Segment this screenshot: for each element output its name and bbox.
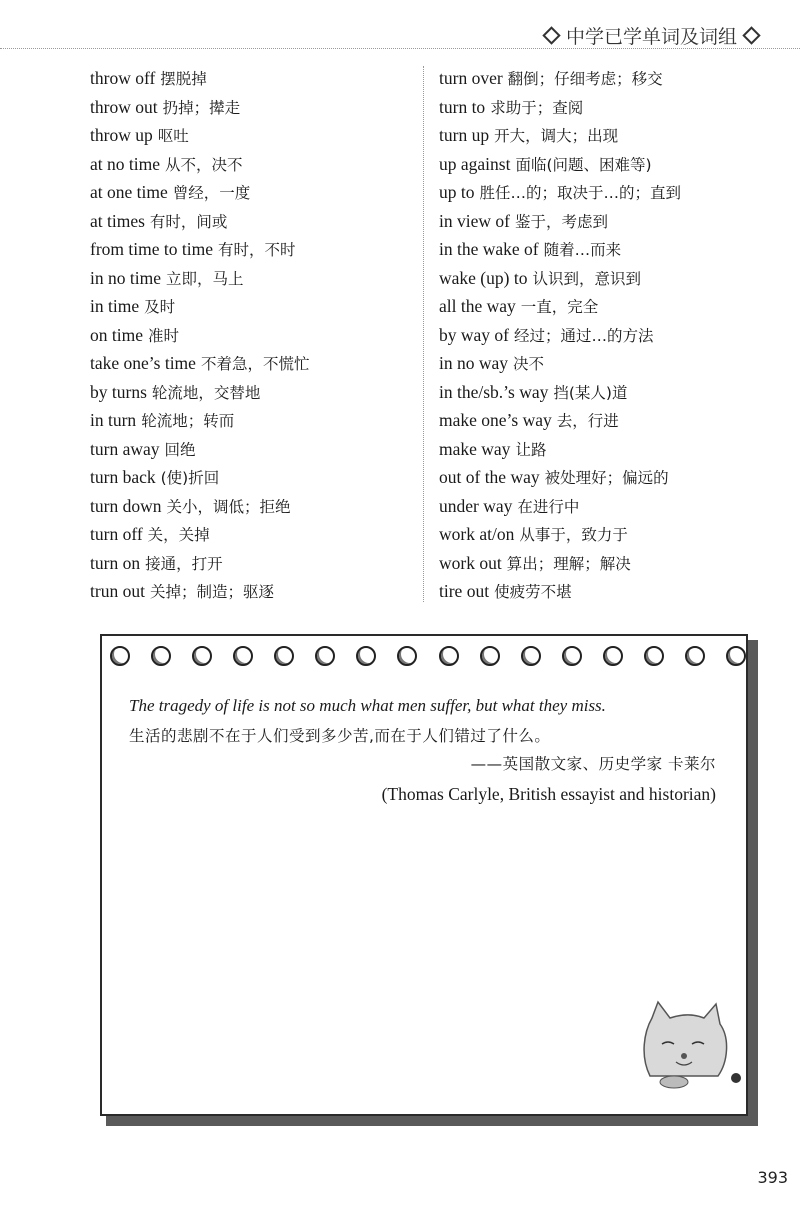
vocab-meaning: 在进行中 (517, 497, 580, 516)
vocab-phrase: by turns (90, 381, 147, 402)
page-number: 393 (757, 1168, 788, 1187)
vocab-entry (90, 150, 410, 179)
vocab-phrase: throw out (90, 96, 158, 117)
vocab-phrase: in the/sb.’s way (439, 381, 549, 402)
vocab-phrase: up against (439, 153, 511, 174)
vocab-meaning: 被处理好；偏远的 (544, 469, 669, 487)
vocab-meaning: 扔掉；撵走 (162, 98, 241, 117)
vocab-phrase: in no way (439, 353, 509, 373)
vocab-phrase: in no time (90, 267, 161, 288)
vocab-entry (90, 549, 410, 578)
vocab-entry (90, 93, 410, 122)
vocab-entry (439, 264, 769, 293)
vocab-entry (439, 549, 769, 578)
vocab-entry (439, 121, 769, 150)
vocab-entry (90, 492, 410, 521)
vocab-phrase: at times (90, 210, 145, 231)
vocab-entry (439, 207, 769, 236)
diamond-icon (742, 26, 760, 44)
vocab-phrase: turn on (90, 552, 141, 573)
vocab-meaning: 随着…而来 (543, 241, 622, 259)
vocab-meaning: 开大，调大；出现 (494, 127, 619, 145)
binding-ring (439, 646, 459, 666)
binding-ring (726, 646, 746, 666)
vocab-phrase: work out (439, 552, 502, 573)
binding-ring (685, 646, 705, 666)
spiral-binding (110, 646, 746, 666)
vocab-phrase: make one’s way (439, 410, 552, 430)
vocab-entry (439, 178, 769, 207)
column-divider (423, 66, 424, 602)
vocab-phrase: turn back (90, 467, 156, 487)
vocab-entry (90, 463, 410, 492)
vocab-phrase: under way (439, 495, 513, 516)
binding-ring (644, 646, 664, 666)
binding-ring (151, 646, 171, 666)
vocab-meaning: 关掉；制造；驱逐 (149, 583, 274, 601)
quote-author-chinese: ——英国散文家、历史学家 卡莱尔 (470, 755, 716, 773)
vocab-meaning: 准时 (147, 326, 179, 345)
vocab-meaning: 算出；理解；解决 (506, 554, 631, 573)
vocab-entry (90, 178, 410, 207)
vocab-entry (439, 435, 769, 464)
vocab-meaning: 认识到，意识到 (532, 269, 641, 288)
diamond-icon (542, 26, 560, 44)
vocab-phrase: turn away (90, 438, 160, 459)
vocab-entry (90, 292, 410, 321)
vocab-meaning: 回绝 (164, 440, 196, 459)
vocab-meaning: 决不 (513, 355, 545, 373)
binding-ring (315, 646, 335, 666)
binding-ring (233, 646, 253, 666)
right-vocab-column (439, 64, 769, 606)
vocab-meaning: 一直，完全 (520, 298, 599, 316)
vocab-entry (439, 292, 769, 321)
vocab-phrase: work at/on (439, 524, 515, 544)
vocab-entry (439, 492, 769, 521)
vocab-phrase: take one’s time (90, 353, 196, 373)
vocab-phrase: at no time (90, 153, 160, 174)
vocab-phrase: in the wake of (439, 239, 539, 259)
vocab-phrase: turn to (439, 96, 486, 117)
vocab-meaning: 让路 (515, 440, 547, 459)
left-vocab-column (90, 64, 410, 606)
vocab-entry (90, 207, 410, 236)
binding-ring (110, 646, 130, 666)
vocab-phrase: tire out (439, 581, 490, 601)
vocab-phrase: in time (90, 296, 140, 316)
vocab-meaning: 从不，决不 (164, 155, 243, 174)
vocab-meaning: 及时 (144, 298, 176, 316)
vocab-entry (90, 264, 410, 293)
section-title-text: 中学已学单词及词组 (565, 26, 737, 48)
vocab-meaning: 关小，调低；拒绝 (166, 497, 291, 516)
vocab-phrase: all the way (439, 296, 516, 316)
vocab-phrase: turn down (90, 495, 162, 516)
binding-ring (356, 646, 376, 666)
vocab-phrase: turn up (439, 125, 490, 145)
vocab-meaning: (使)折回 (160, 469, 220, 487)
binding-ring (397, 646, 417, 666)
vocab-entry (90, 435, 410, 464)
vocab-meaning: 轮流地；转而 (141, 412, 235, 430)
binding-ring (480, 646, 500, 666)
vocab-phrase: make way (439, 438, 511, 459)
vocab-entry (90, 378, 410, 407)
vocab-entry (439, 93, 769, 122)
vocab-meaning: 挡(某人)道 (553, 383, 628, 402)
vocab-phrase: out of the way (439, 467, 540, 487)
vocab-phrase: turn over (439, 68, 503, 88)
vocab-phrase: by way of (439, 324, 509, 345)
binding-ring (521, 646, 541, 666)
vocab-meaning: 呕吐 (157, 127, 189, 145)
quote-author-english: (Thomas Carlyle, British essayist and historian) (381, 784, 716, 804)
quote-chinese: 生活的悲剧不在于人们受到多少苦,而在于人们错过了什么。 (129, 727, 551, 745)
vocab-meaning: 接通，打开 (145, 554, 223, 573)
vocab-entry (439, 349, 769, 378)
vocab-entry (90, 520, 410, 549)
vocab-meaning: 求助于；查阅 (490, 98, 584, 117)
vocab-entry (439, 378, 769, 407)
vocab-meaning: 面临(问题、困难等) (515, 155, 652, 174)
vocab-phrase: in view of (439, 210, 510, 231)
binding-ring (274, 646, 294, 666)
vocab-entry (439, 235, 769, 264)
vocab-meaning: 鉴于，考虑到 (514, 212, 608, 231)
vocab-meaning: 从事于，致力于 (519, 526, 628, 544)
cat-illustration (630, 996, 750, 1096)
vocab-meaning: 摆脱掉 (160, 70, 207, 88)
binding-ring (192, 646, 212, 666)
vocab-entry (439, 150, 769, 179)
vocab-meaning: 翻倒；仔细考虑；移交 (507, 70, 663, 88)
vocab-phrase: wake (up) to (439, 267, 528, 288)
vocab-meaning: 关，关掉 (147, 526, 210, 544)
vocab-meaning: 不着急，不慌忙 (200, 355, 310, 373)
vocab-meaning: 去，行进 (556, 412, 619, 430)
quote-card (100, 634, 748, 1116)
page-header (0, 0, 800, 52)
binding-ring (562, 646, 582, 666)
vocab-meaning: 有时，不时 (217, 241, 296, 259)
vocab-phrase: throw off (90, 68, 156, 88)
vocab-phrase: turn off (90, 524, 143, 544)
vocab-meaning: 使疲劳不堪 (494, 583, 572, 601)
vocab-phrase: from time to time (90, 239, 213, 259)
vocab-meaning: 胜任…的；取决于…的；直到 (479, 184, 682, 202)
vocab-entry (90, 121, 410, 150)
vocab-entry (439, 463, 769, 492)
vocab-entry (439, 406, 769, 435)
vocab-phrase: up to (439, 182, 475, 202)
vocab-phrase: on time (90, 324, 143, 345)
vocab-phrase: in turn (90, 410, 137, 430)
vocab-entry (439, 577, 769, 606)
vocab-entry (439, 321, 769, 350)
quote-english: The tragedy of life is not so much what men suffer, but what they miss. (129, 696, 606, 715)
vocab-entry (90, 64, 410, 93)
vocab-entry (90, 321, 410, 350)
section-title (545, 22, 758, 49)
vocab-entry (90, 349, 410, 378)
vocab-entry (439, 64, 769, 93)
vocab-phrase: at one time (90, 182, 168, 202)
vocab-meaning: 经过；通过…的方法 (513, 326, 654, 345)
vocab-entry (90, 406, 410, 435)
vocab-meaning: 有时，间或 (149, 212, 228, 231)
vocab-entry (90, 235, 410, 264)
vocab-meaning: 立即，马上 (165, 269, 244, 288)
vocab-meaning: 轮流地，交替地 (151, 383, 261, 402)
vocab-entry (439, 520, 769, 549)
header-rule (0, 48, 800, 50)
binding-ring (603, 646, 623, 666)
vocab-phrase: trun out (90, 581, 145, 601)
vocab-meaning: 曾经，一度 (172, 184, 251, 202)
vocab-phrase: throw up (90, 125, 153, 145)
vocab-entry (90, 577, 410, 606)
